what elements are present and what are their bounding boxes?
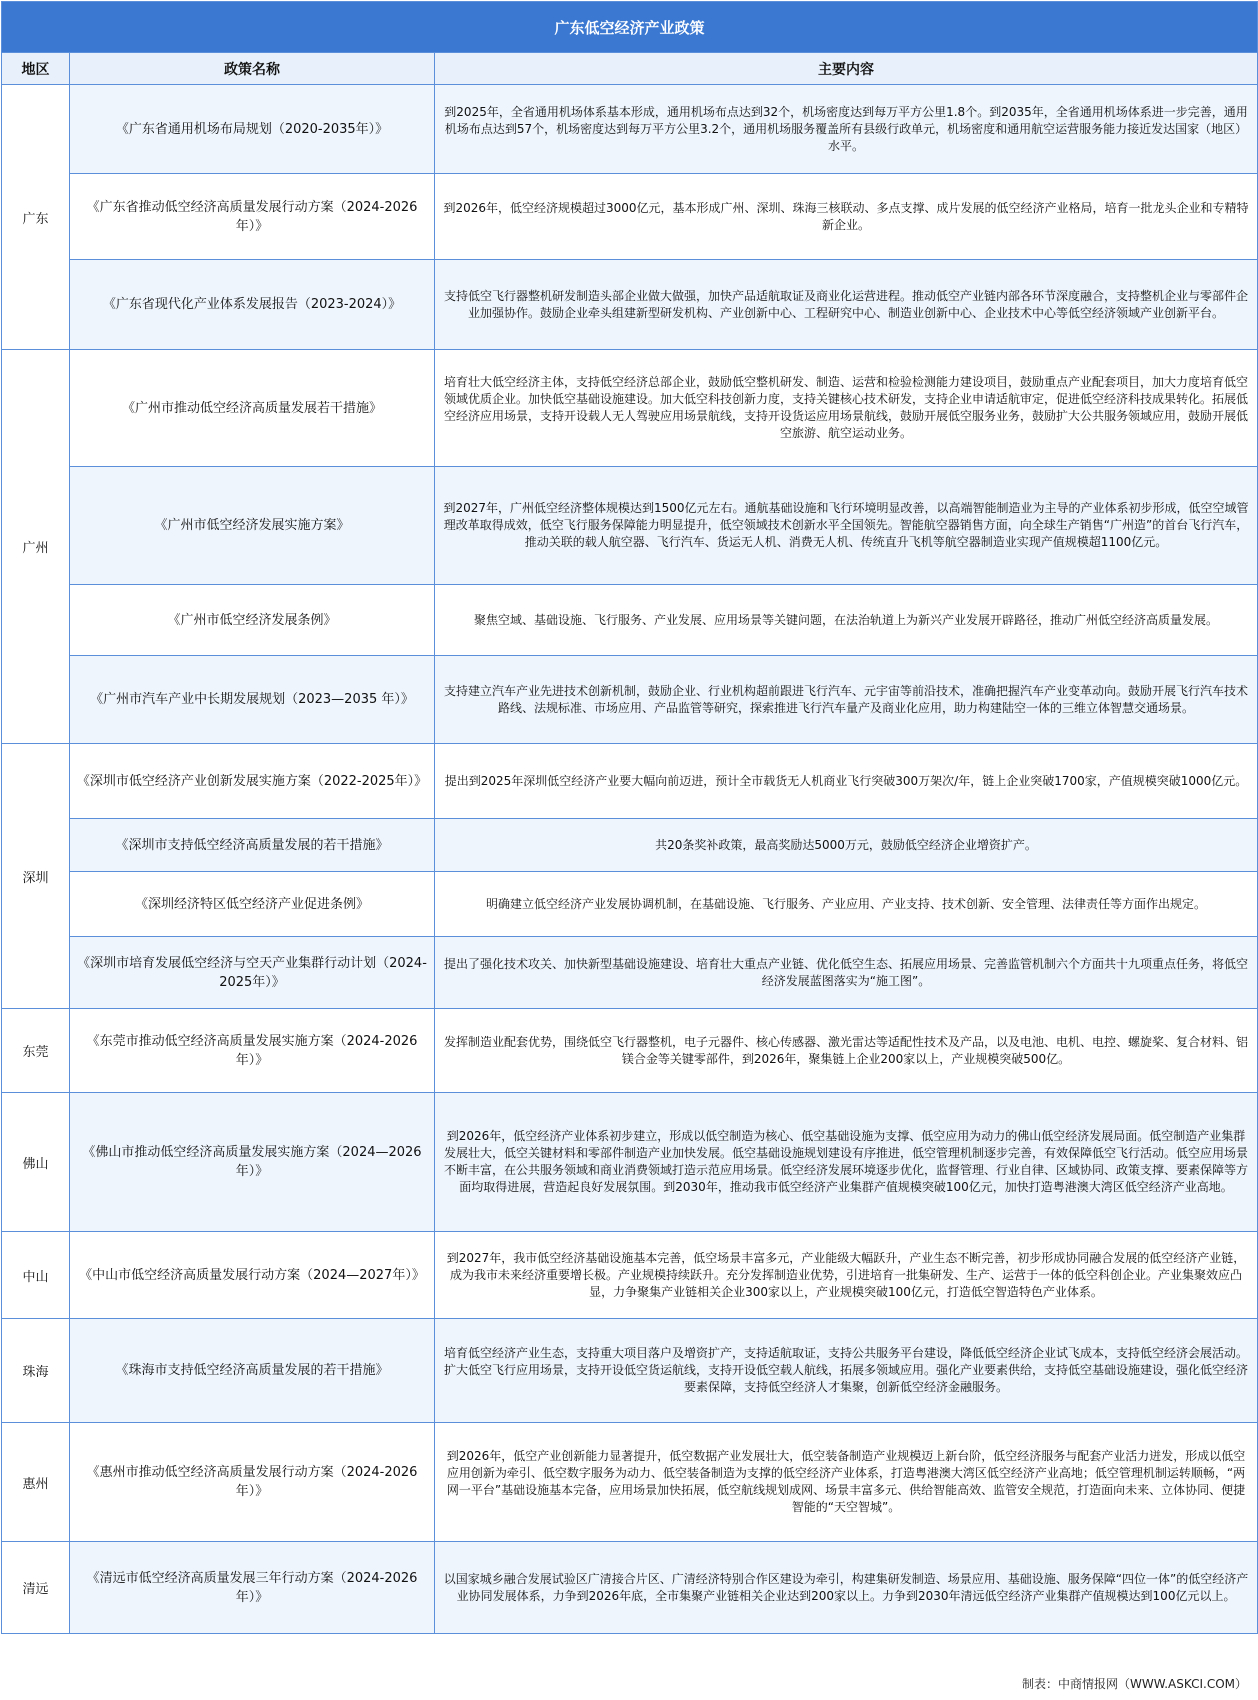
- table-row: [2, 1009, 1258, 1093]
- table-row: [2, 174, 1258, 260]
- policy-content-cell: 培育低空经济产业生态，支持重大项目落户及增资扩产，支持适航取证，支持公共服务平台建设，降低低空经济企业试飞成本，支持低空经济会展活动。扩大低空飞行应用场景，支持开设低空货运航线，支持开设低空载人航线，拓展多领域应用。强化产业要素供给，支持低空基础设施建设，强化低空经济要素保障，支持低空经济人才集聚，创新低空经济金融服务。: [435, 1319, 1258, 1423]
- policy-name-cell: 《广州市推动低空经济高质量发展若干措施》: [70, 350, 435, 467]
- policy-content-cell: 到2026年，低空经济产业体系初步建立，形成以低空制造为核心、低空基础设施为支撑、低空应用为动力的佛山低空经济发展局面。低空制造产业集群发展壮大，低空关键材料和零部件制造产业加快发展。低空基础设施规划建设有序推进，低空管理机制逐步完善，有效保障低空飞行活动。低空应用场景不断丰富，在公共服务领域和商业消费领域打造示范应用场景。低空经济发展环境逐步优化，监督管理、行业自律、区域协同、政策支撑、要素保障等方面均取得进展，营造起良好发展氛围。到2030年，推动我市低空经济产业集群产值规模突破100亿元，加快打造粤港澳大湾区低空经济产业高地。: [435, 1093, 1258, 1232]
- header-policy-name: 政策名称: [70, 53, 435, 85]
- policy-table: [1, 1, 1258, 1634]
- policy-name-cell: 《广东省通用机场布局规划（2020-2035年）》: [70, 85, 435, 174]
- table-row: [2, 1093, 1258, 1232]
- table-row: [2, 1542, 1258, 1634]
- table-row: [2, 585, 1258, 656]
- header-region: 地区: [2, 53, 70, 85]
- table-row: [2, 260, 1258, 350]
- policy-name-cell: 《广州市低空经济发展实施方案》: [70, 467, 435, 585]
- policy-content-cell: 支持建立汽车产业先进技术创新机制，鼓励企业、行业机构超前跟进飞行汽车、元宇宙等前沿技术，准确把握汽车产业变革动向。鼓励开展飞行汽车技术路线、法规标准、市场应用、产品监管等研究，探索推进飞行汽车量产及商业化应用，助力构建陆空一体的三维立体智慧交通场景。: [435, 656, 1258, 744]
- policy-content-cell: 发挥制造业配套优势，围绕低空飞行器整机，电子元器件、核心传感器、激光雷达等适配性技术及产品，以及电池、电机、电控、螺旋桨、复合材料、铝镁合金等关键零部件，到2026年，聚集链上企业200家以上，产业规模突破500亿。: [435, 1009, 1258, 1093]
- policy-content-cell: 提出了强化技术攻关、加快新型基础设施建设、培育壮大重点产业链、优化低空生态、拓展应用场景、完善监管机制六个方面共十九项重点任务，将低空经济发展蓝图落实为“施工图”。: [435, 937, 1258, 1009]
- policy-content-cell: 到2026年，低空产业创新能力显著提升，低空数据产业发展壮大，低空装备制造产业规模迈上新台阶，低空经济服务与配套产业活力迸发，形成以低空应用创新为牵引、低空数字服务为动力、低空装备制造为支撑的低空经济产业体系，打造粤港澳大湾区低空经济产业高地；低空管理机制运转顺畅，“两网一平台”基础设施基本完备，应用场景加快拓展，低空航线规划成网、场景丰富多元、供给智能高效、监管安全规范，打造面向未来、立体协同、便捷智能的“天空智城”。: [435, 1423, 1258, 1542]
- policy-content-cell: 到2027年，我市低空经济基础设施基本完善，低空场景丰富多元，产业能级大幅跃升，产业生态不断完善，初步形成协同融合发展的低空经济产业链，成为我市未来经济重要增长极。产业规模持续跃升。充分发挥制造业优势，引进培育一批集研发、生产、运营于一体的低空科创企业。产业集聚效应凸显，力争聚集产业链相关企业300家以上，产业规模突破100亿元，打造低空智造特色产业体系。: [435, 1232, 1258, 1319]
- region-cell: 珠海: [2, 1319, 70, 1423]
- table-row: [2, 937, 1258, 1009]
- policy-name-cell: 《深圳市支持低空经济高质量发展的若干措施》: [70, 819, 435, 872]
- policy-sheet: [1, 1, 1257, 1698]
- policy-content-cell: 到2025年，全省通用机场体系基本形成，通用机场布点达到32个，机场密度达到每万平方公里1.8个。到2035年，全省通用机场体系进一步完善，通用机场布点达到57个，机场密度达到每万平方公里3.2个，通用机场服务覆盖所有县级行政单元，机场密度和通用航空运营服务能力接近发达国家（地区）水平。: [435, 85, 1258, 174]
- region-cell: 清远: [2, 1542, 70, 1634]
- policy-content-cell: 聚焦空域、基础设施、飞行服务、产业发展、应用场景等关键问题，在法治轨道上为新兴产业发展开辟路径，推动广州低空经济高质量发展。: [435, 585, 1258, 656]
- table-title: 广东低空经济产业政策: [2, 2, 1258, 53]
- table-row: [2, 85, 1258, 174]
- policy-name-cell: 《广州市低空经济发展条例》: [70, 585, 435, 656]
- region-cell: 广州: [2, 350, 70, 744]
- policy-content-cell: 到2027年，广州低空经济整体规模达到1500亿元左右。通航基础设施和飞行环境明显改善，以高端智能制造业为主导的产业体系初步形成，低空空域管理改革取得成效，低空飞行服务保障能力明显提升，低空领域技术创新水平全国领先。智能航空器销售方面，向全球生产销售“广州造”的首台飞行汽车，推动关联的载人航空器、飞行汽车、货运无人机、消费无人机、传统直升飞机等航空器制造业实现产值规模超1100亿元。: [435, 467, 1258, 585]
- policy-name-cell: 《广州市汽车产业中长期发展规划（2023—2035 年）》: [70, 656, 435, 744]
- header-main-content: 主要内容: [435, 53, 1258, 85]
- policy-name-cell: 《广东省现代化产业体系发展报告（2023-2024）》: [70, 260, 435, 350]
- region-cell: 佛山: [2, 1093, 70, 1232]
- table-row: [2, 819, 1258, 872]
- table-row: [2, 656, 1258, 744]
- policy-content-cell: 培育壮大低空经济主体，支持低空经济总部企业，鼓励低空整机研发、制造、运营和检验检测能力建设项目，鼓励重点产业配套项目，加大力度培育低空领域优质企业。加快低空基础设施建设。加大低空科技创新力度，支持关键核心技术研发，支持企业申请适航审定，促进低空经济科技成果转化。拓展低空经济应用场景，支持开设载人无人驾驶应用场景航线，支持开设货运应用场景航线，鼓励开展低空服务业务，鼓励扩大公共服务领域应用，鼓励开展低空旅游、航空运动业务。: [435, 350, 1258, 467]
- table-row: [2, 872, 1258, 937]
- policy-content-cell: 支持低空飞行器整机研发制造头部企业做大做强，加快产品适航取证及商业化运营进程。推动低空产业链内部各环节深度融合，支持整机企业与零部件企业加强协作。鼓励企业牵头组建新型研发机构、产业创新中心、工程研究中心、制造业创新中心、企业技术中心等低空经济领域产业创新平台。: [435, 260, 1258, 350]
- region-cell: 东莞: [2, 1009, 70, 1093]
- table-row: [2, 467, 1258, 585]
- policy-content-cell: 到2026年，低空经济规模超过3000亿元，基本形成广州、深圳、珠海三核联动、多点支撑、成片发展的低空经济产业格局，培育一批龙头企业和专精特新企业。: [435, 174, 1258, 260]
- policy-name-cell: 《珠海市支持低空经济高质量发展的若干措施》: [70, 1319, 435, 1423]
- policy-name-cell: 《中山市低空经济高质量发展行动方案（2024—2027年）》: [70, 1232, 435, 1319]
- policy-name-cell: 《深圳市培育发展低空经济与空天产业集群行动计划（2024-2025年）》: [70, 937, 435, 1009]
- policy-name-cell: 《佛山市推动低空经济高质量发展实施方案（2024—2026年）》: [70, 1093, 435, 1232]
- policy-name-cell: 《深圳经济特区低空经济产业促进条例》: [70, 872, 435, 937]
- policy-name-cell: 《广东省推动低空经济高质量发展行动方案（2024-2026年）》: [70, 174, 435, 260]
- policy-content-cell: 明确建立低空经济产业发展协调机制，在基础设施、飞行服务、产业应用、产业支持、技术创新、安全管理、法律责任等方面作出规定。: [435, 872, 1258, 937]
- policy-name-cell: 《东莞市推动低空经济高质量发展实施方案（2024-2026年）》: [70, 1009, 435, 1093]
- table-row: [2, 1319, 1258, 1423]
- region-cell: 深圳: [2, 744, 70, 1009]
- policy-content-cell: 提出到2025年深圳低空经济产业要大幅向前迈进，预计全市载货无人机商业飞行突破300万架次/年，链上企业突破1700家，产值规模突破1000亿元。: [435, 744, 1258, 819]
- table-row: [2, 1423, 1258, 1542]
- policy-name-cell: 《清远市低空经济高质量发展三年行动方案（2024-2026年）》: [70, 1542, 435, 1634]
- region-cell: 中山: [2, 1232, 70, 1319]
- policy-content-cell: 以国家城乡融合发展试验区广清接合片区、广清经济特别合作区建设为牵引，构建集研发制造、场景应用、基础设施、服务保障“四位一体”的低空经济产业协同发展体系，力争到2026年底，全市集聚产业链相关企业达到200家以上。力争到2030年清远低空经济产业集群产值规模达到100亿元以上。: [435, 1542, 1258, 1634]
- policy-content-cell: 共20条奖补政策，最高奖励达5000万元，鼓励低空经济企业增资扩产。: [435, 819, 1258, 872]
- policy-name-cell: 《深圳市低空经济产业创新发展实施方案（2022-2025年）》: [70, 744, 435, 819]
- table-row: [2, 744, 1258, 819]
- region-cell: 惠州: [2, 1423, 70, 1542]
- region-cell: 广东: [2, 85, 70, 350]
- table-row: [2, 1232, 1258, 1319]
- source-credit: 制表：中商情报网（WWW.ASKCI.COM）: [1022, 1677, 1247, 1691]
- table-row: [2, 350, 1258, 467]
- policy-name-cell: 《惠州市推动低空经济高质量发展行动方案（2024-2026年）》: [70, 1423, 435, 1542]
